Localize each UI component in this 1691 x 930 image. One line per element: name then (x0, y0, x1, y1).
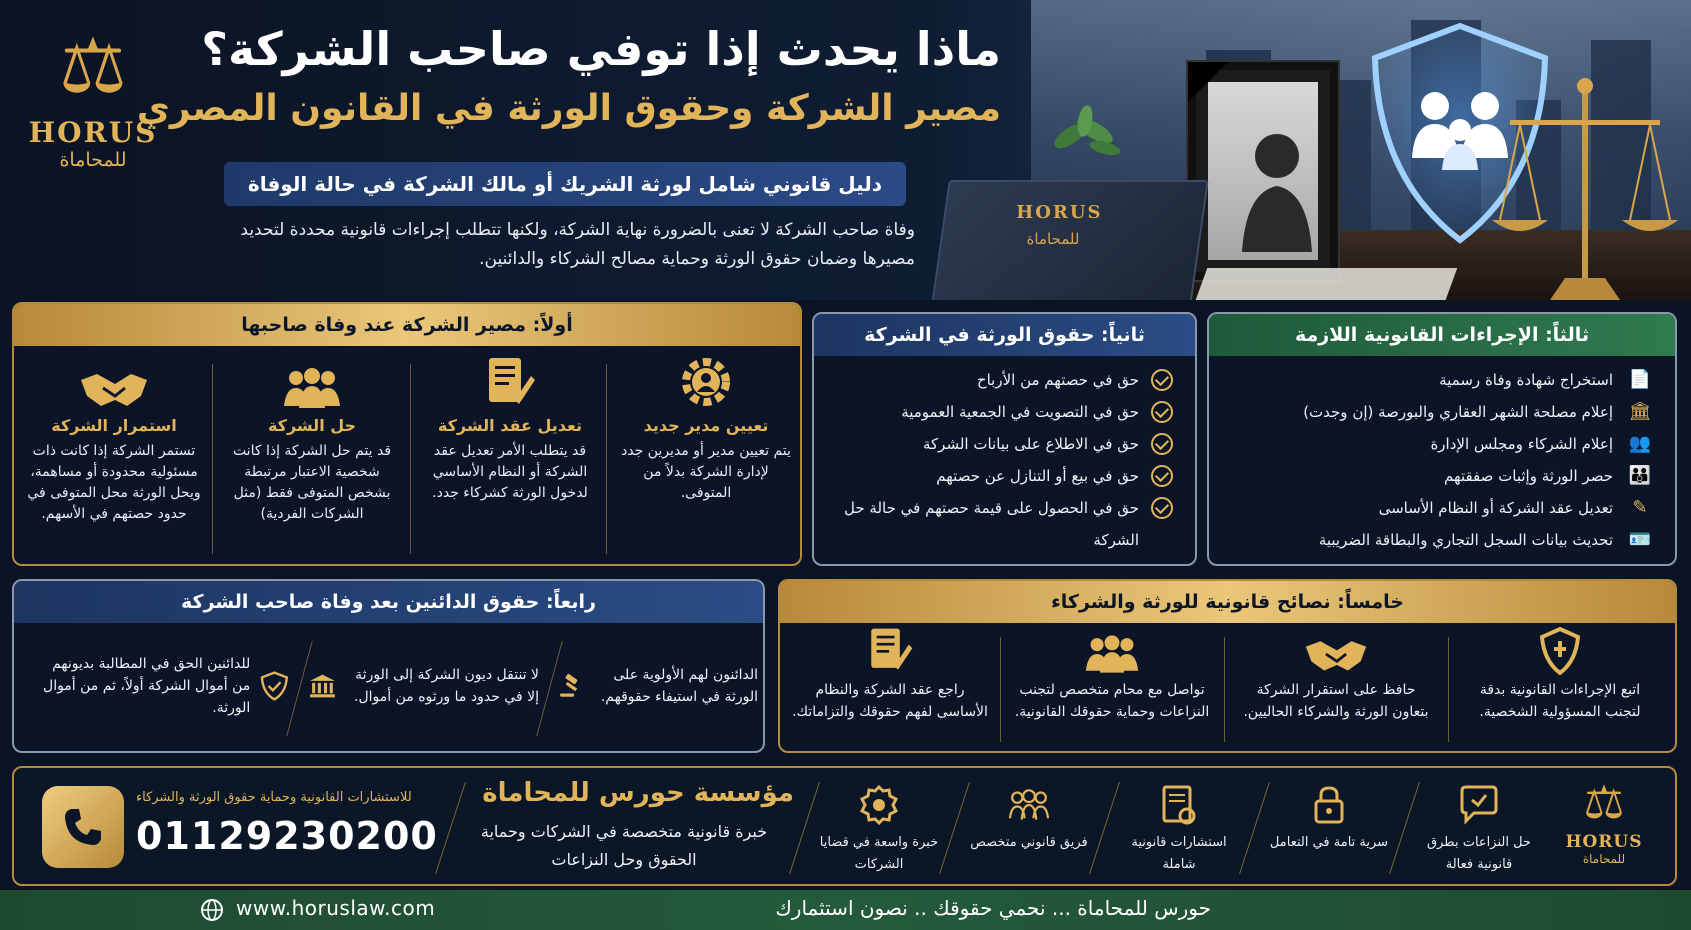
contract-review-icon (782, 623, 998, 675)
book-brand: HORUS (1016, 202, 1103, 223)
advice-item (1004, 623, 1220, 753)
right-text: حق في الاطلاع على بيانات الشركة (923, 435, 1139, 453)
feature-text: فريق قانوني متخصص (970, 835, 1088, 850)
feature-team (964, 782, 1094, 854)
page-title: ماذا يحدث إذا توفي صاحب الشركة؟ (201, 22, 1001, 76)
fate-item-desc: قد يتم حل الشركة إذا كانت شخصية الاعتبار مرتبطة بشخص المتوفى فقط (مثل الشركات الفردية) (232, 443, 392, 522)
section-title: أولاً: مصير الشركة عند وفاة صاحبها (14, 304, 800, 346)
gavel-icon (558, 662, 584, 710)
fate-item-desc: قد يتطلب الأمر تعديل عقد الشركة أو النظام الأساسي لدخول الورثة كشركاء جدد. (432, 443, 588, 501)
handshake-icon (16, 346, 212, 410)
feature-consult (1114, 782, 1244, 876)
hero-banner (0, 0, 1691, 300)
procedure-text: تعديل عقد الشركة أو النظام الأساسى (1378, 499, 1613, 517)
feature-experience (814, 782, 944, 876)
contact-strip (12, 766, 1677, 886)
logo-subtitle: للمحاماة (59, 149, 127, 171)
divider (1000, 637, 1001, 742)
phone-label: للاستشارات القانونية وحماية حقوق الورثة والشركاء (136, 790, 412, 805)
creditor-text: للدائنين الحق في المطالبة بديونهم من أموال الشركة أولاً، ثم من أموال الورثة. (43, 656, 251, 716)
list-item (836, 492, 1173, 556)
globe-icon (200, 898, 224, 922)
list-item (1231, 428, 1653, 460)
section-creditors-rights (12, 579, 765, 753)
check-circle-icon (1151, 369, 1173, 391)
group-icon (214, 346, 410, 410)
footer-bar (0, 890, 1691, 930)
document-paper (1193, 268, 1458, 300)
id-card-icon: 🪪 (1628, 529, 1652, 550)
justice-scales-icon (1490, 70, 1680, 300)
advice-item (782, 623, 998, 753)
guide-banner: دليل قانوني شامل لورثة الشريك أو مالك الشركة في حالة الوفاة (224, 162, 906, 206)
law-book (931, 180, 1209, 300)
book-subtitle: للمحاماة (1026, 230, 1080, 248)
edit-contract-icon: ✎ (1632, 497, 1648, 518)
check-circle-icon (1151, 497, 1173, 519)
heirs-icon: 👪 (1628, 465, 1652, 486)
bank-icon: 🏛 (1628, 401, 1652, 422)
fate-item-continue (16, 346, 212, 564)
intro-paragraph: وفاة صاحب الشركة لا تعنى بالضرورة نهاية الشركة، ولكنها تتطلب إجراءات قانونية محددة لتحديد مصيرها وضمان حقوق الورثة وحماية مصالح الشركاء والدائنين. (240, 220, 915, 269)
silhouette-icon (1242, 122, 1312, 252)
fate-item-desc: تستمر الشركة إذا كانت ذات مسئولية محدودة أو مساهمة، ويحل الورثة محل المتوفى في حدود حصتهم في الأسهم. (27, 443, 201, 522)
feature-text: سرية تامة في التعامل (1269, 835, 1389, 850)
divider (410, 364, 411, 554)
right-text: حق في حصتهم من الأرباح (976, 371, 1139, 389)
rights-list (814, 356, 1195, 556)
procedure-text: إعلام الشركاء ومجلس الإدارة (1430, 435, 1613, 453)
creditor-item (558, 631, 758, 741)
creditor-text: لا تنتقل ديون الشركة إلى الورثة إلا في حدود ما ورثوه من أموال. (354, 667, 539, 705)
procedures-list (1209, 356, 1675, 556)
list-item (1231, 460, 1653, 492)
logo-subtitle: للمحاماة (1582, 852, 1626, 866)
section-title: خامساً: نصائح قانونية للورثة والشركاء (780, 581, 1675, 623)
document-edit-icon (412, 346, 608, 410)
advice-item (1228, 623, 1444, 753)
advice-text: تواصل مع محام متخصص لتجنب النزاعات وحماية حقوقك القانونية. (1014, 682, 1210, 720)
phone-icon[interactable] (42, 786, 124, 868)
feature-text: خبرة واسعة في قضايا الشركات (819, 835, 939, 872)
logo-brand: HORUS (1565, 832, 1643, 852)
list-item (1231, 524, 1653, 556)
procedure-text: حصر الورثة وإثبات صفقتهم (1444, 467, 1613, 485)
right-text: حق في بيع أو التنازل عن حصتهم (936, 467, 1139, 485)
check-circle-icon (1151, 401, 1173, 423)
advice-text: راجع عقد الشركة والنظام الأساسى لفهم حقوقك والتزاماتك. (792, 682, 988, 720)
section-title: رابعاً: حقوق الدائنين بعد وفاة صاحب الشركة (14, 581, 763, 623)
right-text: حق في التصويت في الجمعية العمومية (901, 403, 1139, 421)
website-link[interactable]: www.horuslaw.com (236, 896, 436, 920)
shield-check-icon (260, 654, 289, 718)
creditor-item (34, 631, 289, 741)
procedure-text: إعلام مصلحة الشهر العقاري والبورصة (إن وجدت) (1303, 403, 1613, 421)
divider (1448, 637, 1449, 742)
firm-name: مؤسسة حورس للمحاماة (482, 778, 794, 808)
feature-text: استشارات قانونية شاملة (1131, 835, 1227, 872)
procedure-text: استخراج شهادة وفاة رسمية (1439, 371, 1613, 389)
mourning-ribbon-icon (1188, 62, 1228, 102)
board-icon: 👥 (1628, 433, 1652, 454)
list-item (836, 396, 1173, 428)
creditor-text: الدائنون لهم الأولوية على الورثة في استيفاء حقوقهم. (600, 667, 758, 705)
courthouse-icon (309, 660, 336, 712)
experience-icon (814, 782, 944, 828)
footer-slogan: حورس للمحاماة ... نحمي حقوقك .. نصون استثمارك (775, 896, 1211, 920)
procedure-text: تحديث بيانات السجل التجاري والبطاقة الضريبية (1318, 531, 1613, 549)
advice-item (1452, 623, 1668, 753)
feature-disputes (1414, 782, 1544, 876)
list-item (836, 460, 1173, 492)
list-item (836, 428, 1173, 460)
lock-icon (1264, 782, 1394, 828)
list-item (1231, 364, 1653, 396)
feature-confidentiality (1264, 782, 1394, 854)
phone-number[interactable]: 01129230200 (136, 814, 438, 858)
right-text: حق في الحصول على قيمة حصتهم في حالة حل الشركة (844, 499, 1139, 549)
gear-person-icon (608, 346, 802, 410)
fate-item-new-manager (608, 346, 802, 564)
lawyers-icon (1004, 623, 1220, 675)
fate-item-title: تعيين مدير جديد (643, 416, 769, 435)
firm-description: خبرة قانونية متخصصة في الشركات وحماية الحقوق وحل النزاعات (480, 822, 768, 869)
check-circle-icon (1151, 433, 1173, 455)
list-item (1231, 396, 1653, 428)
feature-text: حل النزاعات بطرق قانونية فعالة (1427, 835, 1531, 872)
fate-item-desc: يتم تعيين مدير أو مديرين جدد لإدارة الشركة بدلاً من المتوفى. (621, 443, 791, 501)
list-item (836, 364, 1173, 396)
advice-text: اتبع الإجراءات القانونية بدقة لتجنب المسؤولية الشخصية. (1479, 682, 1641, 720)
horus-logo-small (1544, 772, 1664, 884)
memorial-photo-frame (1188, 62, 1338, 280)
section-company-fate (12, 302, 802, 566)
fate-item-amend-contract (412, 346, 608, 564)
fate-item-title: حل الشركة (267, 416, 357, 435)
fate-item-dissolve (214, 346, 410, 564)
section-title: ثانياً: حقوق الورثة في الشركة (814, 314, 1195, 356)
falcon-scales-icon: ⚖ (1583, 775, 1625, 829)
advice-text: حافظ على استقرار الشركة بتعاون الورثة والشركاء الحاليين. (1243, 682, 1429, 720)
portrait-photo (1208, 82, 1318, 260)
handshake-icon (1228, 623, 1444, 675)
logo-brand: HORUS (28, 116, 158, 149)
shield-advice-icon (1452, 623, 1668, 675)
chat-icon (1414, 782, 1544, 828)
plant-icon (1040, 96, 1130, 176)
certificate-icon: 📄 (1628, 369, 1652, 390)
divider (212, 364, 213, 554)
fate-item-title: تعديل عقد الشركة (437, 416, 583, 435)
section-legal-procedures (1207, 312, 1677, 566)
consult-icon (1114, 782, 1244, 828)
page-subtitle: مصير الشركة وحقوق الورثة في القانون المصري (136, 88, 1001, 129)
check-circle-icon (1151, 465, 1173, 487)
section-heirs-rights (812, 312, 1197, 566)
divider (435, 782, 466, 874)
list-item (1231, 492, 1653, 524)
falcon-scales-icon: ⚖ (58, 21, 128, 110)
section-title: ثالثاً: الإجراءات القانونية اللازمة (1209, 314, 1675, 356)
section-legal-advice (778, 579, 1677, 753)
creditor-item (309, 631, 539, 741)
fate-item-title: استمرار الشركة (51, 416, 177, 435)
team-icon (964, 782, 1094, 828)
divider (1224, 637, 1225, 742)
